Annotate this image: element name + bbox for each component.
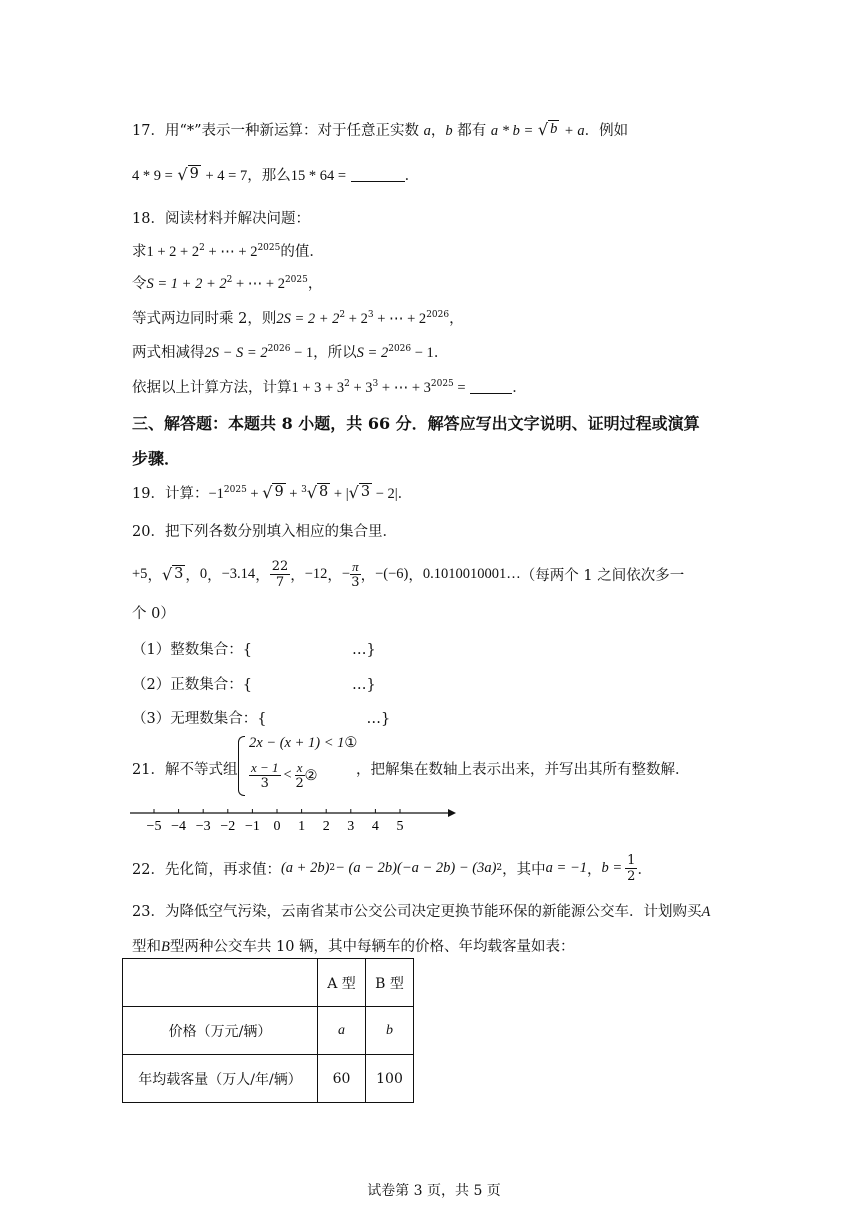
table-header-row [123,959,414,1007]
number-line-label: −5 [146,819,162,834]
number-line-label: 2 [322,819,330,834]
fraction: $\frac{1}{2}$ [627,852,636,884]
number-line[interactable] [122,804,458,836]
q19: 19．计算：$-1^{2025}$ + √ 9 + $^3$ √ 8 + | √ 3 − 2|． [132,483,413,502]
q18-line5: 依据以上计算方法，计算$1 + 3 + 3^2 + 3^3$ + ⋯ + $3^{2025}$ = ． [132,379,527,396]
table-cell: a [318,1007,366,1055]
q21-instruction: ，把解集在数轴上表示出来，并写出其所有整数解． [356,762,690,778]
page-footer: 试卷第 3 页，共 5 页 [367,1183,501,1199]
table-cell: 60 [318,1055,366,1103]
cube-root-index: 3 [301,485,307,495]
number-line-arrow [448,809,456,817]
number-line-label: −2 [220,819,236,834]
fraction: $\frac{x}{2}$ [295,760,304,791]
number-line-label: 0 [273,819,281,834]
table-header-cell: A 型 [318,959,366,1007]
q22: 22． 先化简，再求值： (a + 2b) 2 − (a − 2b)(−a − 2b) − (3a) 2 ，其中 a = −1 ， b = $\frac{1}{2}$ ． [132,852,652,884]
q18-line1: 求$1 + 2 + 2^2$ + ⋯ + $2^{2025}$的值． [132,243,324,260]
q17-line1: 17．用“*”表示一种新运算：对于任意正实数 a，b 都有 a * b = √ b + a．例如 [132,120,629,139]
sqrt-expression: √ 3 [161,564,184,584]
q17-line2: 4 * 9 = √ 9 + 4 = 7，那么15 * 64 = ． [132,165,420,184]
table-header-cell [123,959,318,1007]
number-line-label: 1 [298,819,306,834]
q18-line2: 令$S = 1 + 2 + 2^2$ + ⋯ + $2^{2025}$， [132,275,323,292]
table-cell: 价格（万元/辆） [123,1007,318,1055]
sqrt-expression: √ 9 [177,165,199,184]
answer-blank[interactable] [351,168,405,182]
fraction: $\frac{22}{7}$ [271,558,289,590]
number-line-label: 4 [371,819,379,834]
irrational-set-blank[interactable] [266,712,366,725]
table-header-cell: B 型 [366,959,414,1007]
number-line-label: 3 [347,819,355,834]
sqrt-expression: √ b [537,120,558,139]
question-number: 17． [132,123,165,139]
sqrt-expression: √ 3 [348,483,371,502]
set-integer: （1）整数集合：{ …} [132,642,376,658]
number-line-label: −3 [195,819,211,834]
table-row [123,1055,414,1103]
bus-table [122,958,414,1103]
fraction: $\frac{\pi}{3}$ [351,558,360,590]
table-cell: 年均载客量（万人/年/辆） [123,1055,318,1103]
set-positive: （2）正数集合：{ …} [132,677,376,693]
section-heading-cont: 步骤． [132,449,181,468]
system-brace [238,736,245,796]
q18-line4: 两式相减得$2S - S = 2^{2026} - 1$，所以$S = 2^{2026} - 1$． [132,344,449,361]
set-irrational: （3）无理数集合：{ …} [132,711,391,727]
table-cell: 100 [366,1055,414,1103]
q20-note-cont: 个 0） [132,606,175,622]
answer-blank[interactable] [470,380,512,394]
q18-line3: 等式两边同时乘 2，则$2S = 2 + 2^2 + 2^3$ + ⋯ + $2^{2026}$， [132,310,464,327]
q18-intro: 18．阅读材料并解决问题： [132,211,310,227]
q20-numbers: +5 ， √ 3 ， 0 ， −3.14 ， $\frac{22}{7}$ ， −12 ， − $\frac{\pi}{3}$ ， −(−6) ， 0.1010010001… （每两个 1 之间依次多一 [132,558,685,590]
table-cell: b [366,1007,414,1055]
number-line-label: −1 [244,819,260,834]
inequality-1: 2x − (x + 1) < 1① [249,735,358,751]
q23-line2: 型和B型两种公交车共 10 辆，其中每辆车的价格、年均载客量如表： [132,939,575,955]
section-heading: 三、解答题：本题共 8 小题，共 66 分．解答应写出文字说明、证明过程或演算 [132,414,700,433]
fraction: $\frac{x - 1}{3}$ [251,760,279,791]
q23-line1: 23．为降低空气污染，云南省某市公交公司决定更换节能环保的新能源公交车．计划购买A [132,904,711,920]
q20-prompt: 20．把下列各数分别填入相应的集合里． [132,524,397,540]
sqrt-expression: √ 9 [262,483,284,502]
positive-set-blank[interactable] [252,678,352,691]
number-line-label: −4 [171,819,187,834]
inequality-2: $\frac{x - 1}{3}$ < $\frac{x}{2}$ ② [251,760,318,791]
q21-label: 21．解不等式组 [132,762,238,778]
integer-set-blank[interactable] [252,643,352,656]
table-row [123,1007,414,1055]
number-line-label: 5 [396,819,404,834]
cube-root-expression: √ 8 [306,483,329,502]
